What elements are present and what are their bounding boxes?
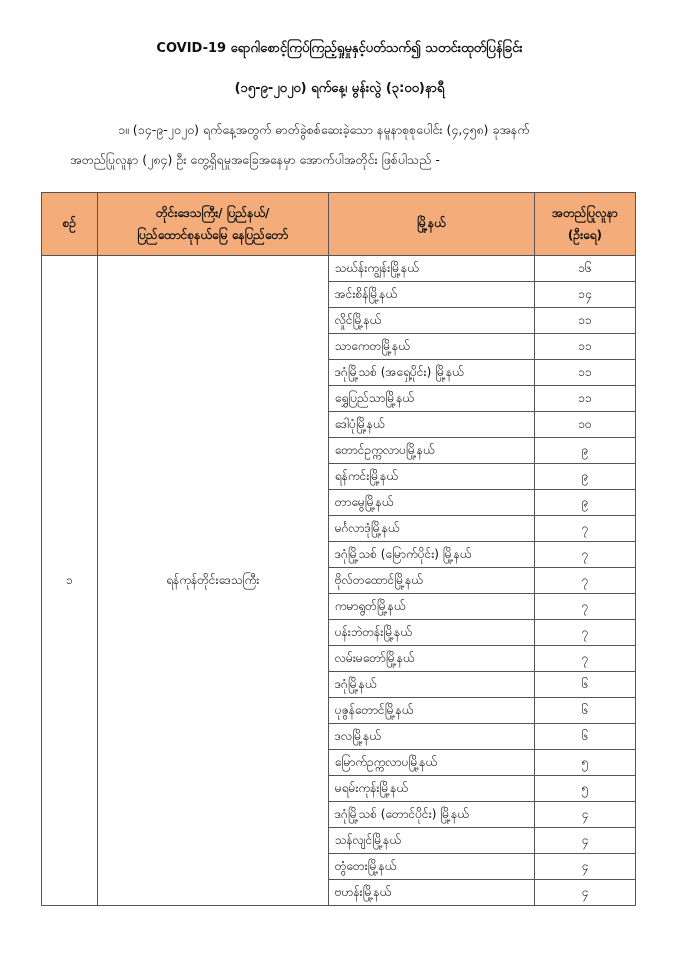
count-cell: ၉ bbox=[534, 490, 635, 516]
count-cell: ၁၆ bbox=[534, 256, 635, 282]
intro-line-2: အတည်ပြုလူနာ (၂၈၄) ဦး တွေ့ရှိရမှုအခြေအနေမှာ အောက်ပါအတိုင်း ဖြစ်ပါသည် - bbox=[70, 152, 440, 167]
page-title: COVID-19 ရောဂါစောင့်ကြပ်ကြည့်ရှုမှုနှင့်ပတ်သက်၍ သတင်းထုတ်ပြန်ခြင်း bbox=[156, 41, 523, 56]
header-count bbox=[534, 193, 635, 256]
township-cell: မင်္ဂလာဒုံမြို့နယ် bbox=[328, 516, 534, 542]
township-cell: သန်လျင်မြို့နယ် bbox=[328, 828, 534, 854]
township-cell: ဒေါပုံမြို့နယ် bbox=[328, 412, 534, 438]
table-row bbox=[42, 256, 636, 282]
count-cell: ၇ bbox=[534, 568, 635, 594]
header-count-line2: (ဦးရေ) bbox=[567, 228, 602, 242]
township-cell: ရွှေပြည်သာမြို့နယ် bbox=[328, 386, 534, 412]
count-cell: ၉ bbox=[534, 464, 635, 490]
count-cell: ၇ bbox=[534, 620, 635, 646]
township-cell: မရမ်းကုန်းမြို့နယ် bbox=[328, 776, 534, 802]
township-cell: ဗိုလ်တထောင်မြို့နယ် bbox=[328, 568, 534, 594]
count-cell: ၇ bbox=[534, 594, 635, 620]
header-region bbox=[97, 193, 328, 256]
township-cell: တွံတေးမြို့နယ် bbox=[328, 854, 534, 880]
township-cell: သာကေတမြို့နယ် bbox=[328, 334, 534, 360]
header-township: မြို့နယ် bbox=[328, 193, 534, 256]
township-cell: တောင်ဥက္ကလာပမြို့နယ် bbox=[328, 438, 534, 464]
count-cell: ၄ bbox=[534, 854, 635, 880]
township-cell: အင်းစိန်မြို့နယ် bbox=[328, 282, 534, 308]
township-cell: ဒဂုံမြို့သစ် (မြောက်ပိုင်း) မြို့နယ် bbox=[328, 542, 534, 568]
row-number-cell: ၁ bbox=[42, 256, 98, 906]
header-count-line1: အတည်ပြုလူနာ bbox=[552, 206, 618, 220]
township-cell: ဒဂုံမြို့သစ် (အရှေ့ပိုင်း) မြို့နယ် bbox=[328, 360, 534, 386]
township-cell: ပုဇွန်တောင်မြို့နယ် bbox=[328, 698, 534, 724]
township-cell: မြောက်ဥက္ကလာပမြို့နယ် bbox=[328, 750, 534, 776]
township-cell: သဃ်န်းကျွန်းမြို့နယ် bbox=[328, 256, 534, 282]
count-cell: ၇ bbox=[534, 542, 635, 568]
count-cell: ၇ bbox=[534, 516, 635, 542]
page-subtitle: (၁၅-၉-၂၀၂၀) ရက်နေ့၊ မွန်းလွဲ (၃:၀၀)နာရီ bbox=[234, 81, 445, 96]
township-cell: ပန်းဘဲတန်းမြို့နယ် bbox=[328, 620, 534, 646]
township-cell: ဗဟန်းမြို့နယ် bbox=[328, 880, 534, 906]
region-cell: ရန်ကုန်တိုင်းဒေသကြီး bbox=[97, 256, 328, 906]
count-cell: ၆ bbox=[534, 724, 635, 750]
count-cell: ၅ bbox=[534, 750, 635, 776]
count-cell: ၁၁ bbox=[534, 308, 635, 334]
header-no: စဉ် bbox=[42, 193, 98, 256]
table-header-row bbox=[42, 193, 636, 256]
township-cell: လမ်းမတော်မြို့နယ် bbox=[328, 646, 534, 672]
count-cell: ၅ bbox=[534, 776, 635, 802]
township-cell: ရန်ကင်းမြို့နယ် bbox=[328, 464, 534, 490]
township-cell: တာမွေမြို့နယ် bbox=[328, 490, 534, 516]
township-cell: ဒလမြို့နယ် bbox=[328, 724, 534, 750]
township-cell: ကမာရွတ်မြို့နယ် bbox=[328, 594, 534, 620]
township-cell: ဒဂုံမြို့နယ် bbox=[328, 672, 534, 698]
header-region-line2: ပြည်ထောင်စုနယ်မြေ နေပြည်တော် bbox=[137, 228, 289, 242]
header-region-line1: တိုင်းဒေသကြီး/ ပြည်နယ်/ bbox=[156, 206, 270, 220]
cases-table bbox=[41, 192, 636, 906]
count-cell: ၆ bbox=[534, 698, 635, 724]
count-cell: ၁၁ bbox=[534, 360, 635, 386]
count-cell: ၁၄ bbox=[534, 282, 635, 308]
township-cell: လှိုင်မြို့နယ် bbox=[328, 308, 534, 334]
township-cell: ဒဂုံမြို့သစ် (တောင်ပိုင်း) မြို့နယ် bbox=[328, 802, 534, 828]
count-cell: ၁၁ bbox=[534, 334, 635, 360]
count-cell: ၆ bbox=[534, 672, 635, 698]
count-cell: ၄ bbox=[534, 802, 635, 828]
count-cell: ၁၁ bbox=[534, 386, 635, 412]
count-cell: ၄ bbox=[534, 880, 635, 906]
count-cell: ၇ bbox=[534, 646, 635, 672]
count-cell: ၄ bbox=[534, 828, 635, 854]
count-cell: ၉ bbox=[534, 438, 635, 464]
count-cell: ၁၀ bbox=[534, 412, 635, 438]
intro-line-1: ၁။ (၁၄-၉-၂၀၂၀) ရက်နေ့အတွက် ဓာတ်ခွဲစစ်ဆေးခဲ့သော နမူနာစုစုပေါင်း (၄,၄၅၈) ခုအနက် bbox=[118, 122, 530, 137]
